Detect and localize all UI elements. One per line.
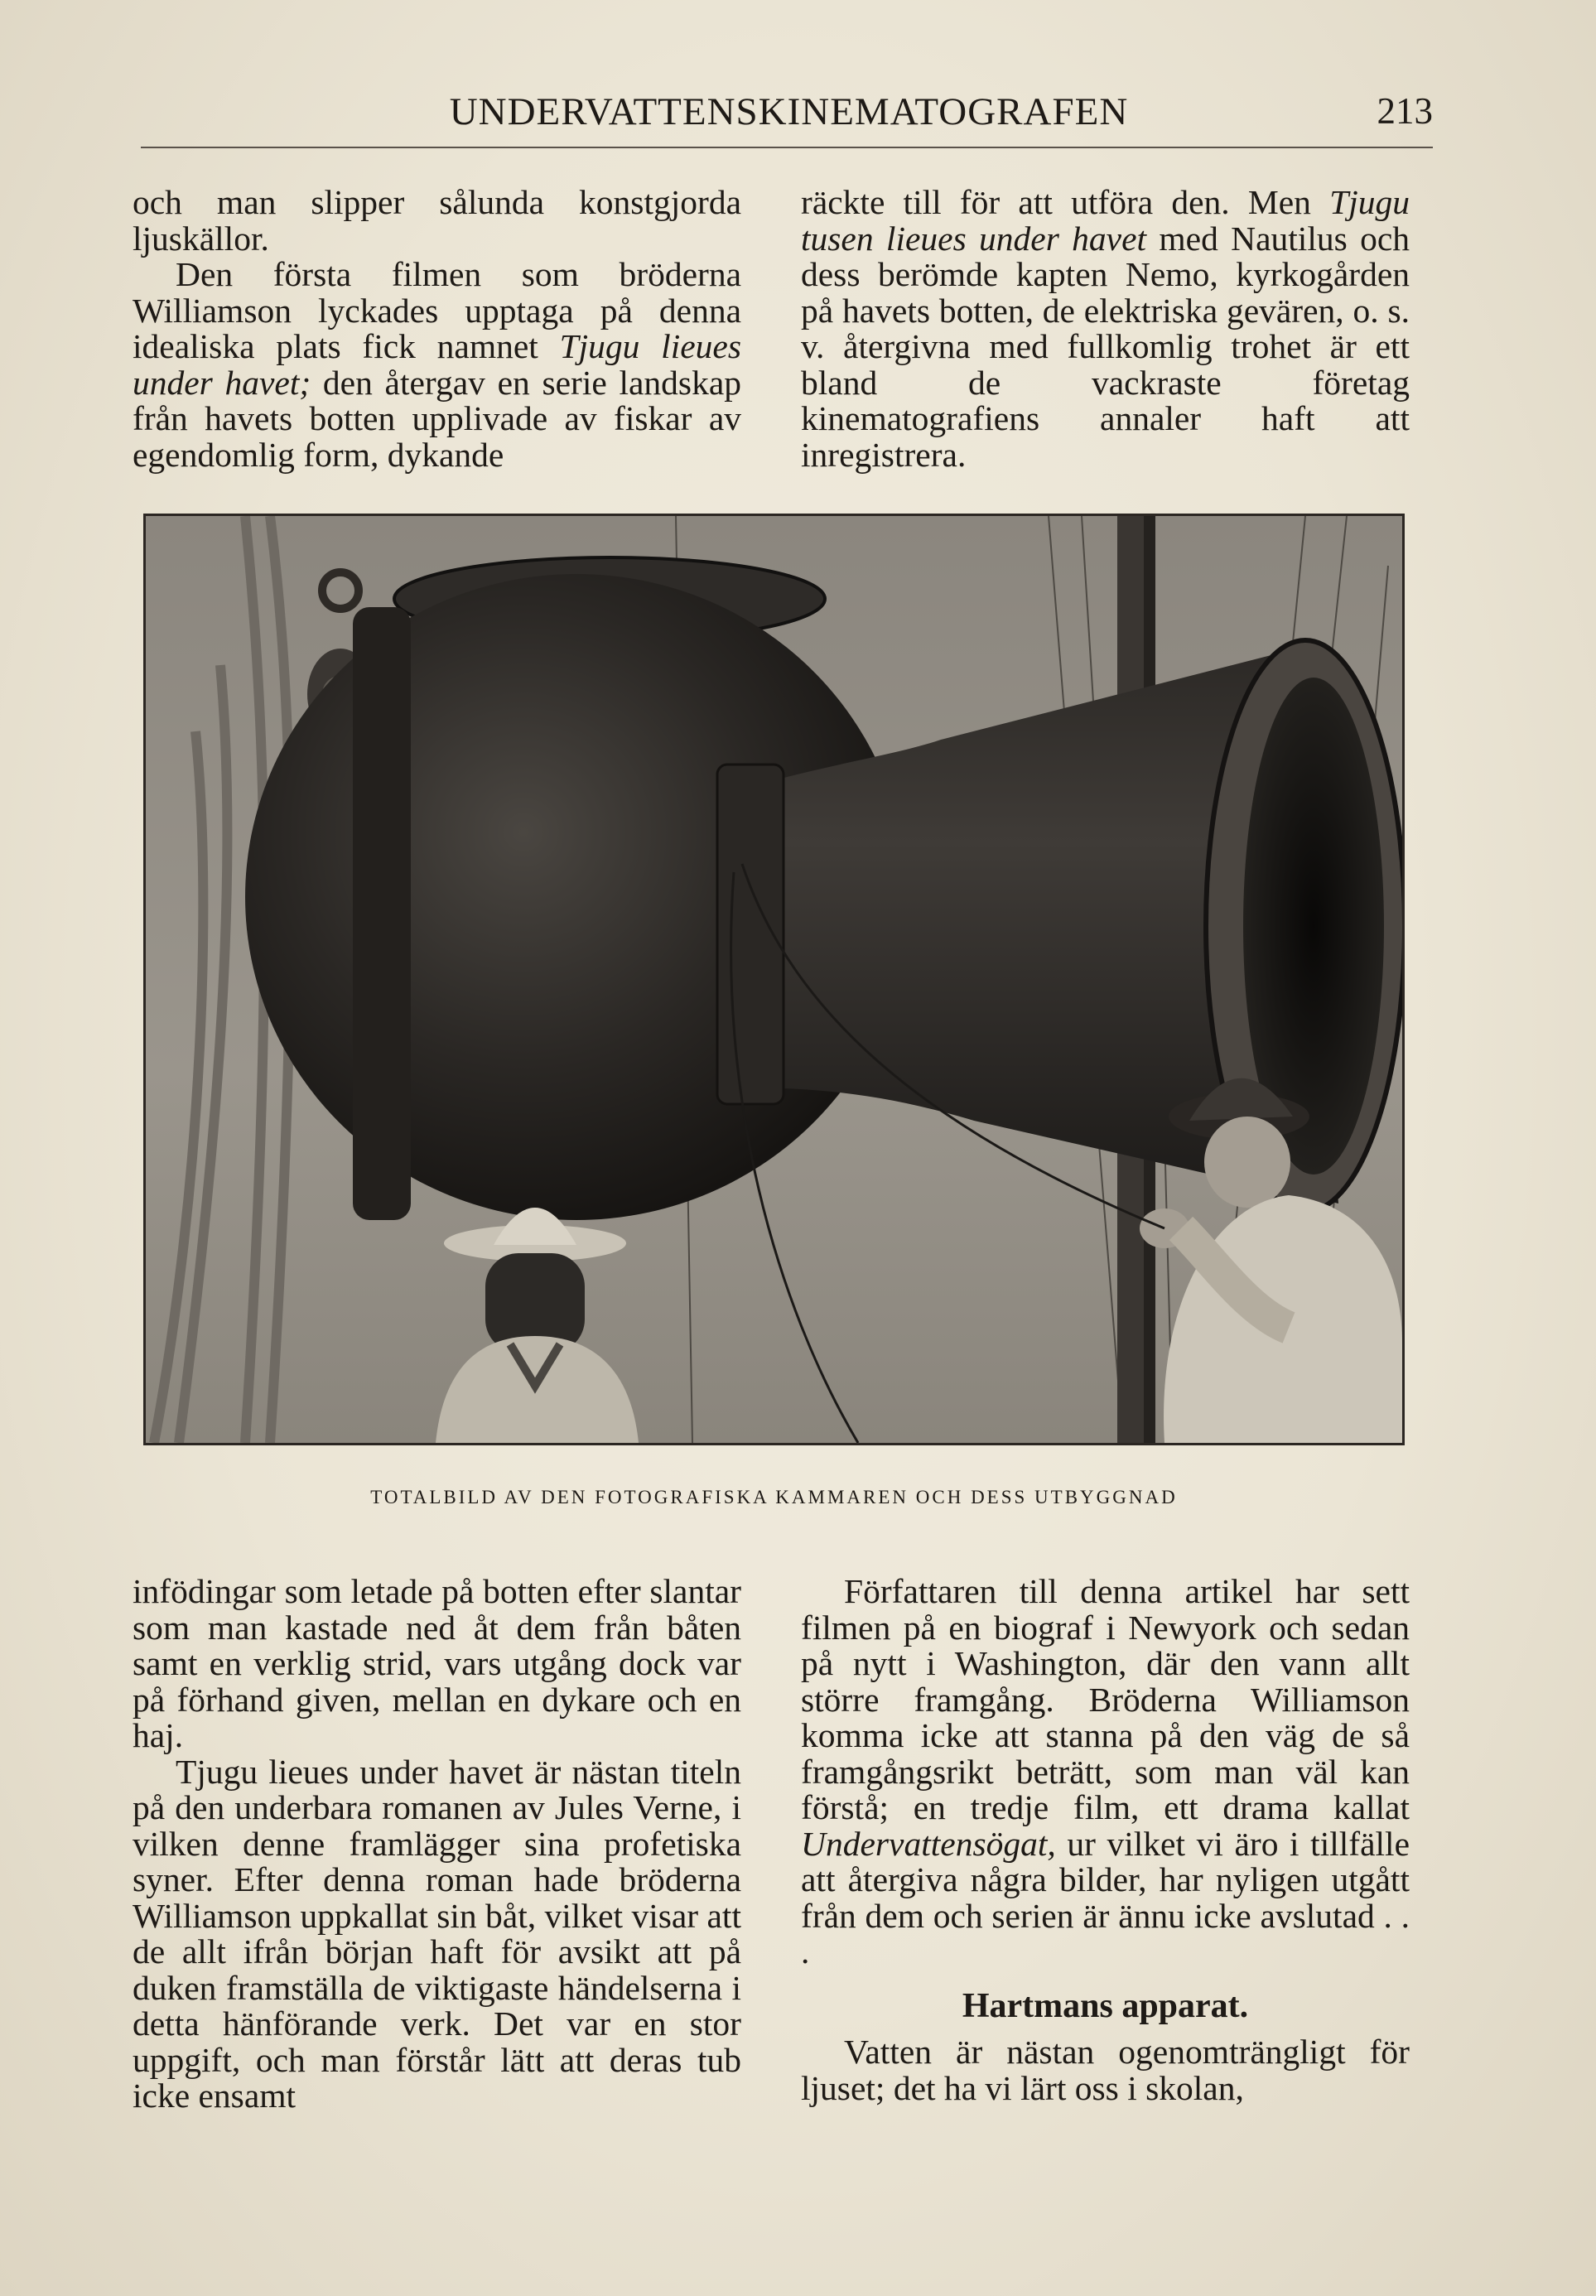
paragraph: Vatten är nästan ogenomträngligt för ljuset; det ha vi lärt oss i skolan, <box>801 2033 1410 2107</box>
running-header <box>145 89 1433 147</box>
film-title: Undervattensögat, <box>801 1824 1056 1863</box>
photograph <box>143 514 1405 1445</box>
chamber-band <box>353 607 411 1220</box>
page-number: 213 <box>1377 90 1433 132</box>
header-rule <box>141 147 1433 148</box>
paragraph-text: den återgav en serie landskap från havets botten upplivade av fiskar av egendomlig form, dykande <box>133 363 742 474</box>
figure-caption: TOTALBILD AV DEN FOTOGRAFISKA KAMMAREN OCH DESS UTBYGGNAD <box>370 1487 1178 1507</box>
paragraph-text: Den första filmen som bröderna Williamson lyckades upptaga på denna idealiska plats fick namnet <box>133 255 741 365</box>
film-title: Tjugu lieues under havet; <box>133 327 741 402</box>
column-top-right <box>801 185 1410 473</box>
paragraph-text: ur vilket vi äro i tillfälle att återgiva några bilder, har nyligen utgått från dem och serien är ännu icke avslutad . . . <box>801 1824 1410 1970</box>
paragraph <box>801 185 1410 473</box>
paragraph-text: räckte till för att utföra den. Men <box>801 183 1330 221</box>
paragraph: Tjugu lieues under havet är nästan titeln på den underbara romanen av Jules Verne, i vilken denne framlägger sina profetiska syner. Efter denna roman hade bröderna Williamson uppkallat sin båt, vilket visar att de allt ifrån början haft för avsikt att på duken framställa de viktigaste händelserna i detta hänförande verk. Det var en stor uppgift, och man förstår lätt att deras tub icke ensamt <box>133 1752 741 2115</box>
paragraph <box>133 257 741 473</box>
book-title: Tjugu tusen lieues under havet <box>801 183 1410 258</box>
paragraph-text: Författaren till denna artikel har sett filmen på en biograf i Newyork och sedan på nytt i Washington, där den vann allt större framgång. Bröderna Williamson komma icke att stanna på den väg de så framgångsrikt beträtt, som man väl kan förstå; en tredje film, ett drama kallat <box>801 1572 1410 1826</box>
column-bottom-left <box>133 1574 741 2115</box>
paragraph-text: och man slipper sålunda konstgjorda ljuskällor. <box>133 183 741 258</box>
running-title: UNDERVATTENSKINEMATOGRAFEN <box>449 90 1129 133</box>
column-bottom-right <box>801 1574 1410 2106</box>
paragraph: infödingar som letade på botten efter slantar som man kastade ned åt dem från båten samt en verklig strid, vars utgång dock var på förhand given, mellan en dykare och en haj. <box>133 1572 741 1754</box>
paragraph <box>133 185 741 257</box>
paragraph <box>801 1574 1410 1970</box>
paragraph-text: med Nautilus och dess berömde kapten Nemo, kyrkogården på havets botten, de elektriska gevären, o. s. v. återgivna med fullkomlig trohet är ett bland de vackraste företag kinematografiens annaler haft att inregistrera. <box>801 219 1410 474</box>
section-heading: Hartmans apparat. <box>962 1986 1249 2025</box>
column-top-left <box>133 185 741 473</box>
